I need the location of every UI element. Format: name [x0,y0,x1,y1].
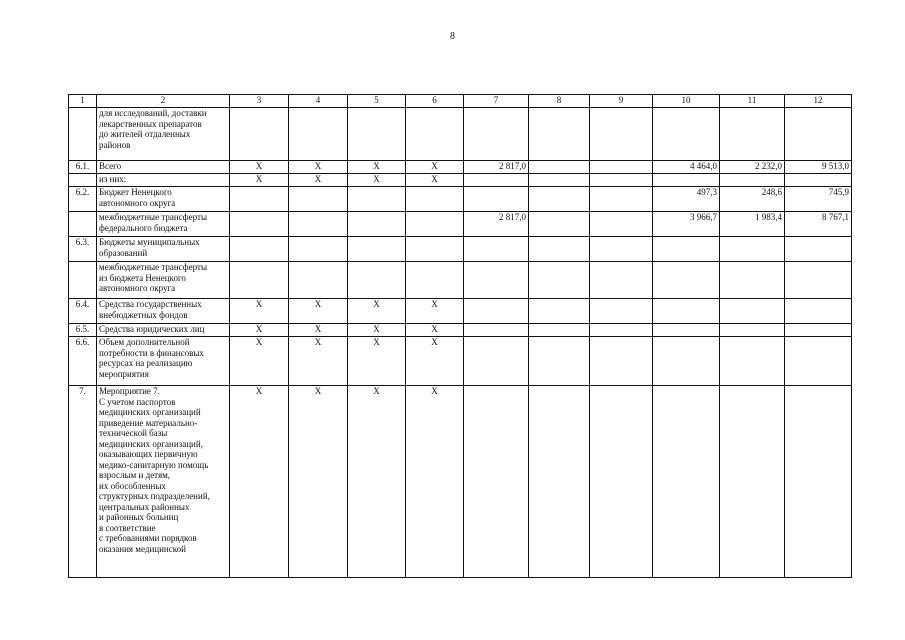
value-cell-9 [590,299,653,324]
value-cell-10 [653,299,720,324]
mark-cell-4 [289,212,348,237]
value-cell-11 [720,299,785,324]
row-number-cell [69,108,97,161]
value-cell-12 [785,324,852,337]
row-number-cell [69,212,97,237]
mark-cell-5 [348,108,406,161]
value-cell-11: 248,6 [720,187,785,212]
value-cell-9 [590,324,653,337]
table-header-row [69,95,852,108]
value-cell-11 [720,262,785,299]
mark-cell-3 [230,262,289,299]
table-row [69,262,852,299]
row-number-cell: 6.3. [69,237,97,262]
value-cell-12: 8 767,1 [785,212,852,237]
value-cell-11 [720,108,785,161]
mark-cell-5: X [348,386,406,578]
value-cell-8 [529,324,590,337]
value-cell-12: 9 513,0 [785,161,852,174]
mark-cell-5: X [348,174,406,187]
column-header-7: 7 [464,95,529,108]
column-header-10: 10 [653,95,720,108]
column-header-12: 12 [785,95,852,108]
mark-cell-6: X [406,174,464,187]
value-cell-8 [529,108,590,161]
mark-cell-4: X [289,174,348,187]
mark-cell-3 [230,108,289,161]
value-cell-10 [653,262,720,299]
row-name-cell: межбюджетные трансферты из бюджета Ненецкого автономного округа [97,262,230,299]
value-cell-11 [720,337,785,386]
mark-cell-4: X [289,299,348,324]
mark-cell-6: X [406,324,464,337]
mark-cell-4: X [289,337,348,386]
mark-cell-6 [406,262,464,299]
value-cell-7 [464,174,529,187]
row-name-cell: Бюджет Ненецкого автономного округа [97,187,230,212]
budget-table [68,94,852,578]
value-cell-11: 1 983,4 [720,212,785,237]
row-name-cell: Средства государственных внебюджетных фондов [97,299,230,324]
column-header-6: 6 [406,95,464,108]
table-row [69,237,852,262]
mark-cell-3 [230,212,289,237]
table-row [69,299,852,324]
value-cell-12 [785,108,852,161]
value-cell-8 [529,262,590,299]
value-cell-10 [653,337,720,386]
column-header-3: 3 [230,95,289,108]
column-header-5: 5 [348,95,406,108]
row-name-cell: Объем дополнительной потребности в финансовых ресурсах на реализацию мероприятия [97,337,230,386]
mark-cell-3: X [230,299,289,324]
row-name-cell: Средства юридических лиц [97,324,230,337]
value-cell-9 [590,187,653,212]
row-number-cell: 6.2. [69,187,97,212]
mark-cell-5: X [348,161,406,174]
table-row [69,386,852,578]
value-cell-9 [590,108,653,161]
value-cell-7 [464,337,529,386]
column-header-1: 1 [69,95,97,108]
mark-cell-6: X [406,337,464,386]
value-cell-7: 2 817,0 [464,161,529,174]
value-cell-9 [590,174,653,187]
mark-cell-5: X [348,299,406,324]
mark-cell-6 [406,237,464,262]
column-header-4: 4 [289,95,348,108]
mark-cell-6: X [406,161,464,174]
column-header-9: 9 [590,95,653,108]
value-cell-8 [529,161,590,174]
value-cell-8 [529,337,590,386]
value-cell-7 [464,187,529,212]
value-cell-8 [529,299,590,324]
mark-cell-5 [348,187,406,212]
mark-cell-5 [348,212,406,237]
mark-cell-4 [289,187,348,212]
value-cell-9 [590,262,653,299]
table-row [69,161,852,174]
column-header-8: 8 [529,95,590,108]
value-cell-7: 2 817,0 [464,212,529,237]
mark-cell-6: X [406,386,464,578]
value-cell-9 [590,337,653,386]
table-row [69,174,852,187]
value-cell-9 [590,212,653,237]
row-name-cell: Бюджеты муниципальных образований [97,237,230,262]
value-cell-12 [785,337,852,386]
row-number-cell [69,174,97,187]
mark-cell-4 [289,237,348,262]
row-name-cell: межбюджетные трансферты федерального бюджета [97,212,230,237]
value-cell-10: 497,3 [653,187,720,212]
row-name-cell: Всего [97,161,230,174]
value-cell-12 [785,299,852,324]
value-cell-10 [653,386,720,578]
mark-cell-4 [289,108,348,161]
value-cell-8 [529,212,590,237]
value-cell-8 [529,174,590,187]
column-header-11: 11 [720,95,785,108]
value-cell-12 [785,262,852,299]
table-row [69,324,852,337]
row-name-cell: из них: [97,174,230,187]
value-cell-12 [785,174,852,187]
value-cell-11 [720,386,785,578]
value-cell-10 [653,324,720,337]
row-name-cell: Мероприятие 7. С учетом паспортов медицинских организаций приведение материально- технической базы медицинских организаций, оказывающих первичную медико-санитарную помощь взрослым и детям, их обособленных структурных подразделений, центральных районных и районных больниц в соответствие с требованиями порядков оказания медицинской [97,386,230,578]
mark-cell-5 [348,262,406,299]
mark-cell-3: X [230,324,289,337]
value-cell-11: 2 232,0 [720,161,785,174]
mark-cell-6: X [406,299,464,324]
table-row [69,337,852,386]
mark-cell-4: X [289,386,348,578]
row-number-cell: 6.6. [69,337,97,386]
value-cell-7 [464,237,529,262]
mark-cell-5: X [348,324,406,337]
value-cell-12 [785,237,852,262]
value-cell-12: 745,9 [785,187,852,212]
mark-cell-6 [406,187,464,212]
mark-cell-4: X [289,161,348,174]
value-cell-12 [785,386,852,578]
mark-cell-3: X [230,337,289,386]
value-cell-8 [529,237,590,262]
mark-cell-4: X [289,324,348,337]
mark-cell-5: X [348,337,406,386]
value-cell-10: 4 464,0 [653,161,720,174]
value-cell-8 [529,386,590,578]
value-cell-7 [464,386,529,578]
row-name-cell: для исследований, доставки лекарственных препаратов до жителей отдаленных районов [97,108,230,161]
row-number-cell [69,262,97,299]
value-cell-11 [720,174,785,187]
value-cell-10: 3 966,7 [653,212,720,237]
value-cell-11 [720,324,785,337]
value-cell-7 [464,324,529,337]
mark-cell-6 [406,212,464,237]
value-cell-7 [464,262,529,299]
mark-cell-3: X [230,161,289,174]
value-cell-9 [590,237,653,262]
value-cell-9 [590,161,653,174]
table-row [69,187,852,212]
mark-cell-6 [406,108,464,161]
row-number-cell: 6.1. [69,161,97,174]
row-number-cell: 6.4. [69,299,97,324]
value-cell-7 [464,299,529,324]
value-cell-10 [653,108,720,161]
mark-cell-3 [230,187,289,212]
column-header-2: 2 [97,95,230,108]
mark-cell-5 [348,237,406,262]
value-cell-7 [464,108,529,161]
value-cell-8 [529,187,590,212]
mark-cell-3 [230,237,289,262]
value-cell-11 [720,237,785,262]
page-number: 8 [450,31,455,42]
table-row [69,212,852,237]
table-row [69,108,852,161]
mark-cell-3: X [230,386,289,578]
row-number-cell: 6.5. [69,324,97,337]
mark-cell-4 [289,262,348,299]
mark-cell-3: X [230,174,289,187]
row-number-cell: 7. [69,386,97,578]
value-cell-9 [590,386,653,578]
value-cell-10 [653,174,720,187]
value-cell-10 [653,237,720,262]
